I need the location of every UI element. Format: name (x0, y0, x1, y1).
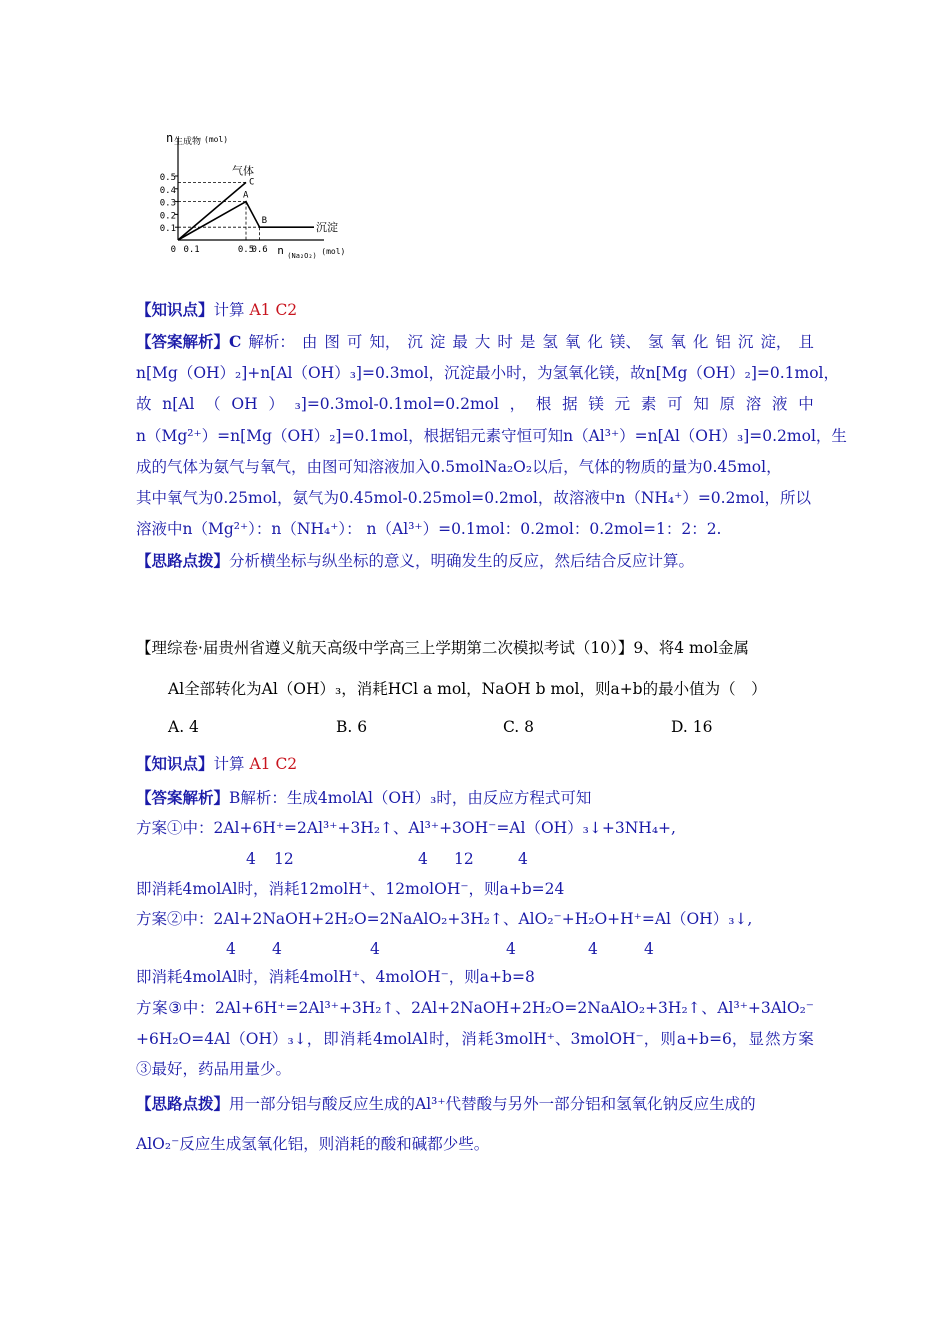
word: 耗 (356, 1030, 372, 1048)
point-label-c: C (249, 177, 255, 188)
coefficient: 4 (506, 940, 516, 958)
word: OH (231, 395, 258, 413)
option-d: D. 16 (671, 718, 713, 736)
word: 根 (535, 395, 552, 413)
question-source: 【理综卷·届贵州省遵义航天高级中学高三上学期第二次模拟考试（10）】9、将4 mol金属 (136, 639, 750, 657)
kp-codes: A1 C2 (249, 301, 298, 319)
coefficient: 4 (272, 940, 282, 958)
x-tick-label: 0.5 (237, 245, 255, 255)
word: 方 (781, 1030, 798, 1048)
series-line-1 (178, 182, 246, 240)
tip-1 (136, 551, 694, 571)
y-axis-label-sub: 生成物 (174, 137, 202, 147)
coefficient: 4 (588, 940, 598, 958)
word: 据 (562, 395, 578, 413)
coefficient: 4 (370, 940, 380, 958)
word: 氢 (647, 333, 664, 351)
coefficient: 4 (246, 850, 256, 868)
word: 可 (667, 395, 683, 413)
word: 中 (798, 395, 814, 413)
word: ） (268, 395, 284, 413)
word: （ (205, 395, 221, 413)
word: ₃]=0.3mol-0.1mol=0.2mol (294, 395, 499, 413)
word: 溶 (745, 395, 762, 413)
origin-label: 0 (170, 245, 176, 255)
word: 且 (798, 333, 814, 351)
word: 知 (693, 395, 709, 413)
y-tick-label: 0.2 (160, 211, 176, 222)
word: a+b=6， (676, 1030, 748, 1048)
word: 4molAl (373, 1030, 429, 1048)
y-tick-label: 0.3 (160, 198, 176, 209)
y-tick-label: 0.4 (160, 185, 176, 196)
word: 、 (701, 999, 717, 1017)
word: 消 (461, 1030, 477, 1048)
tip-tag: 【思路点拨】 (136, 551, 230, 570)
y-tick-label: 0.5 (160, 173, 176, 183)
answer-line-2: n[Mg（OH）₂]+n[Al（OH）₃]=0.3mol，沉淀最小时，为氢氧化镁，故n[Mg（OH）₂]=0.1mol， (136, 364, 840, 382)
series-label-gas: 气体 (232, 164, 254, 178)
coefficient: 4 (518, 850, 528, 868)
coefficient: 12 (454, 850, 474, 868)
knowledge-point-2 (136, 754, 297, 774)
tip-2-line-1 (136, 1094, 756, 1114)
word: 中 (182, 999, 199, 1017)
word: 沉 (407, 333, 423, 351)
series-label-precipitate: 沉淀 (316, 221, 338, 235)
word: 镁 (588, 395, 604, 413)
answer2-line-1 (136, 788, 591, 808)
word: 素 (640, 395, 657, 413)
scheme2-equation: 方案②中：2Al+2NaOH+2H₂O=2NaAlO₂+3H₂↑、AlO₂⁻+H₂O+H⁺=Al（OH）₃↓, (136, 910, 753, 928)
word: 解析： (248, 333, 295, 351)
word: 沉 (737, 333, 754, 351)
word: 2Al+6H⁺=2Al³⁺+3H₂↑ (214, 999, 395, 1017)
word: 消 (339, 1030, 356, 1048)
kp-text: 计算 (213, 301, 245, 319)
scheme1-equation: 方案①中：2Al+6H⁺=2Al³⁺+3H₂↑、Al³⁺+3OH⁻=Al（OH）₃↓+3NH₄+, (136, 819, 676, 837)
y-axis-label: n (166, 131, 174, 145)
word: 图 (324, 333, 340, 351)
answer-line-7: 溶液中n（Mg²⁺）：n（NH₄⁺）： n（Al³⁺）=0.1mol：0.2mol：0.2mol=1：2：2. (136, 520, 722, 538)
word: 案 (152, 999, 168, 1017)
word: Al³⁺+3AlO₂⁻ (717, 999, 814, 1017)
word: 化 (692, 333, 709, 351)
word: ， (509, 395, 526, 413)
question-stem: Al全部转化为Al（OH）₃，消耗HCl a mol，NaOH b mol，则a+b的最小值为（ ） (168, 680, 767, 698)
scheme3-line-3: ③最好，药品用量少。 (136, 1060, 292, 1078)
answer-first: B解析：生成4molAl（OH）₃时，由反应方程式可知 (229, 789, 592, 807)
word: 氢 (542, 333, 558, 351)
word: 显 (748, 1030, 765, 1048)
kp-codes: A1 C2 (249, 755, 298, 773)
word: ③ (168, 999, 183, 1017)
word: 淀 (429, 333, 446, 351)
x-tick-label: 0.1 (183, 245, 200, 255)
word: 化 (587, 333, 603, 351)
answer-line-1 (136, 332, 814, 352)
option-a: A. 4 (168, 718, 199, 736)
word: 氧 (564, 333, 581, 351)
word: 故 (136, 395, 152, 413)
word: +6H₂O=4Al（OH）₃↓， (136, 1030, 323, 1048)
scheme3-line-1 (136, 998, 814, 1018)
scheme3-line-2 (136, 1029, 814, 1049)
coefficient: 4 (644, 940, 654, 958)
x-axis-label-sub: (Na₂O₂) (287, 252, 317, 260)
answer-line-6: 其中氧气为0.25mol，氨气为0.45mol-0.25mol=0.2mol，故溶液中n（NH₄⁺）=0.2mol，所以 (136, 489, 811, 507)
word: 3molH⁺、3molOH⁻， (494, 1030, 660, 1048)
scheme1-result: 即消耗4molAl时，消耗12molH⁺、12molOH⁻，则a+b=24 (136, 880, 565, 898)
word: 方 (136, 999, 152, 1017)
tip-text: 用一部分铝与酸反应生成的Al³⁺代替酸与另外一部分铝和氢氧化钠反应生成的 (229, 1095, 756, 1113)
x-tick-label: 0.6 (251, 245, 268, 255)
word: 最 (452, 333, 468, 351)
y-tick-label: 0.1 (160, 224, 176, 235)
option-c: C. 8 (503, 718, 535, 736)
word: 2Al+2NaOH+2H₂O=2NaAlO₂+3H₂↑ (411, 999, 701, 1017)
point-label-a: A (243, 190, 249, 201)
kp-tag: 【知识点】 (136, 300, 214, 319)
word: ： (198, 999, 215, 1017)
word: 、 (395, 999, 411, 1017)
word: 淀， (760, 333, 792, 351)
point-label-b: B (261, 216, 268, 227)
y-axis-label-unit: (mol) (204, 135, 229, 144)
coefficient: 4 (226, 940, 236, 958)
tip-tag: 【思路点拨】 (136, 1094, 230, 1113)
word: 原 (719, 395, 736, 413)
tip-text: 分析横坐标与纵坐标的意义，明确发生的反应，然后结合反应计算。 (229, 552, 695, 570)
x-axis-label: n (277, 244, 284, 257)
word: 耗 (477, 1030, 494, 1048)
answer-line-4: n（Mg²⁺）=n[Mg（OH）₂]=0.1mol，根据铝元素守恒可知n（Al³⁺）=n[Al（OH）₃]=0.2mol，生 (136, 427, 847, 445)
word: 然 (765, 1030, 781, 1048)
word: 可 (346, 333, 363, 351)
word: 时 (497, 333, 513, 351)
word: 即 (323, 1030, 339, 1048)
word: 铝 (715, 333, 731, 351)
word: 知， (369, 333, 401, 351)
answer-tag: 【答案解析】 (136, 788, 230, 807)
word: 液 (772, 395, 788, 413)
option-b: B. 6 (336, 718, 368, 736)
word: 时， (429, 1030, 461, 1048)
coefficient: 4 (418, 850, 428, 868)
scheme2-result: 即消耗4molAl时，消耗4molH⁺、4molOH⁻，则a+b=8 (136, 968, 535, 986)
answer-line-3 (136, 394, 814, 414)
tip-2-line-2: AlO₂⁻反应生成氢氧化铝，则消耗的酸和碱都少些。 (136, 1135, 490, 1153)
knowledge-point-1 (136, 300, 297, 320)
coefficient: 12 (274, 850, 294, 868)
x-axis-label-unit: (mol) (321, 247, 346, 256)
word: 镁、 (609, 333, 641, 351)
word: 案 (798, 1030, 814, 1048)
word: 由 (301, 333, 318, 351)
word: 则 (660, 1030, 676, 1048)
kp-tag: 【知识点】 (136, 754, 214, 773)
word: 氧 (670, 333, 686, 351)
word: n[Al (162, 395, 195, 413)
reaction-graph (160, 130, 400, 280)
word: 大 (474, 333, 491, 351)
kp-text: 计算 (213, 755, 245, 773)
word: 元 (614, 395, 631, 413)
answer-line-5: 成的气体为氨气与氧气，由图可知溶液加入0.5molNa₂O₂以后，气体的物质的量为0.45mol， (136, 458, 782, 476)
answer-tag: 【答案解析】C (136, 332, 242, 351)
word: 是 (519, 333, 536, 351)
